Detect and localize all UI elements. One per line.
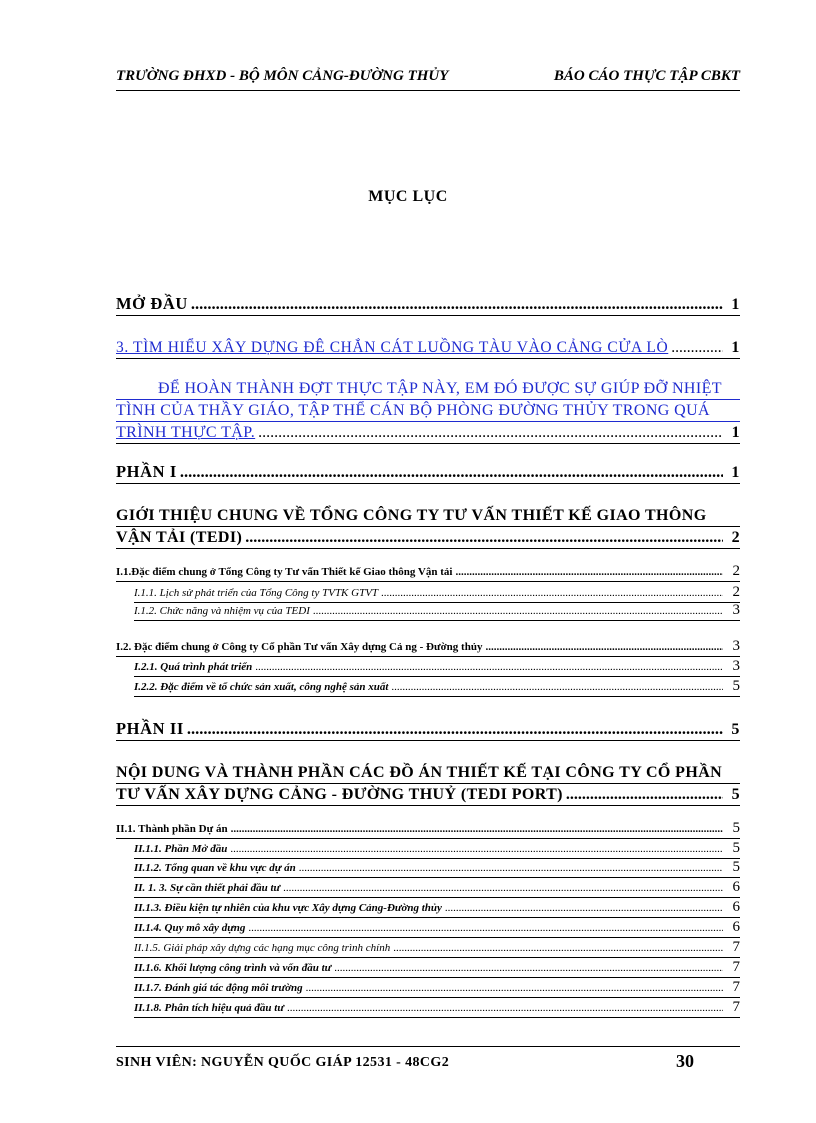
toc-entry-loi-cam-on[interactable]: ĐỂ HOÀN THÀNH ĐỢT THỰC TẬP NÀY, EM ĐÓ ĐƯỢC SỰ GIÚP ĐỠ NHIỆT TÌNH CỦA THẦY GIÁO, TẬP THỂ CÁN BỘ PHÒNG ĐƯỜNG THỦY TRONG QUÁ TRÌNH THỰC TẬP. ..... 1 — [116, 378, 740, 444]
toc-entry-2-1-3a[interactable]: II. 1. 3. Sự cần thiết phải đầu tư ..... 6 — [134, 879, 740, 898]
toc-entry-de-chan-cat[interactable]: 3. TÌM HIỂU XÂY DỰNG ĐÊ CHẮN CÁT LUỒNG TÀU VÀO CẢNG CỬA LÒ ..... 1 — [116, 339, 740, 359]
toc-entry-phan-1[interactable]: PHẦN I ..... 1 — [116, 462, 740, 484]
toc-entry-2-1-2[interactable]: II.1.2. Tổng quan về khu vực dự án ..... 5 — [134, 859, 740, 878]
toc-entry-gioi-thieu-tedi[interactable]: GIỚI THIỆU CHUNG VỀ TỔNG CÔNG TY TƯ VẤN THIẾT KẾ GIAO THÔNG VẬN TẢI (TEDI) ..... 2 — [116, 505, 740, 549]
toc-entry-2-1-3b[interactable]: II.1.3. Điều kiện tự nhiên của khu vực Xây dựng Cảng-Đường thủy ..... 6 — [134, 899, 740, 918]
toc-entry-noi-dung-do-an[interactable]: NỘI DUNG VÀ THÀNH PHẦN CÁC ĐỒ ÁN THIẾT KẾ TẠI CÔNG TY CỔ PHẦN TƯ VẤN XÂY DỰNG CẢNG - ĐƯỜNG THUỶ (TEDI PORT) ..... 5 — [116, 762, 740, 806]
footer-student-info: SINH VIÊN: NGUYỄN QUỐC GIÁP 12531 - 48CG2 — [116, 1055, 450, 1070]
header-report-title: BÁO CÁO THỰC TẬP CBKT — [553, 68, 740, 84]
toc-entry-1-2-2[interactable]: I.2.2. Đặc điểm về tổ chức sản xuất, công nghệ sản xuất ..... 5 — [134, 678, 740, 697]
page-footer — [116, 1046, 740, 1071]
toc-entry-2-1-4[interactable]: II.1.4. Quy mô xây dựng ..... 6 — [134, 919, 740, 938]
toc-entry-2-1-1[interactable]: II.1.1. Phần Mở đầu ..... 5 — [134, 840, 740, 859]
header-school: TRƯỜNG ĐHXD - BỘ MÔN CẢNG-ĐƯỜNG THỦY — [116, 68, 449, 84]
toc-entry-1-2-1[interactable]: I.2.1. Quá trình phát triển ..... 3 — [134, 658, 740, 677]
toc-entry-mo-dau[interactable]: MỞ ĐẦU ..... 1 — [116, 294, 740, 316]
toc-entry-2-1-6[interactable]: II.1.6. Khối lượng công trình và vốn đầu tư ..... 7 — [134, 959, 740, 978]
footer-page-number: 30 — [676, 1051, 694, 1071]
toc-entry-1-2[interactable]: I.2. Đặc điểm chung ở Công ty Cổ phần Tư vấn Xây dựng Cả ng - Đường thủy ..... 3 — [116, 638, 740, 657]
toc-entry-2-1-5[interactable]: II.1.5. Giải pháp xây dựng các hạng mục công trình chính ..... 7 — [134, 939, 740, 958]
toc-entry-2-1[interactable]: II.1. Thành phần Dự án ..... 5 — [116, 820, 740, 839]
toc-entry-1-1[interactable]: I.1.Đặc điểm chung ở Tổng Công ty Tư vấn Thiết kế Giao thông Vận tải ..... 2 — [116, 563, 740, 582]
toc-entry-1-1-1[interactable]: I.1.1. Lịch sử phát triển của Tổng Công ty TVTK GTVT ..... 2 — [134, 584, 740, 603]
toc-entry-2-1-7[interactable]: II.1.7. Đánh giá tác động môi trường ..... 7 — [134, 979, 740, 998]
page-header — [116, 66, 740, 91]
toc-entry-2-1-8[interactable]: II.1.8. Phân tích hiệu quả đầu tư ..... 7 — [134, 999, 740, 1018]
toc-entry-1-1-2[interactable]: I.1.2. Chức năng và nhiệm vụ của TEDI ..... 3 — [134, 602, 740, 621]
toc-title: MỤC LỤC — [368, 188, 448, 205]
toc-entry-phan-2[interactable]: PHẦN II ..... 5 — [116, 719, 740, 741]
